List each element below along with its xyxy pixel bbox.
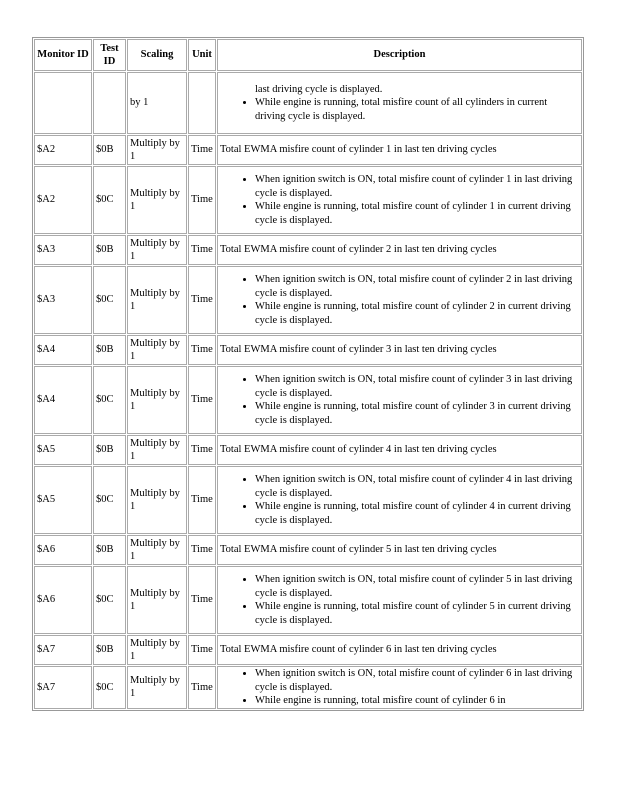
cell-monitor: $A6 <box>34 566 92 634</box>
table-row <box>34 235 582 265</box>
cell-unit: Time <box>188 666 216 709</box>
cell-scaling: Multiply by 1 <box>127 466 187 534</box>
cell-description <box>217 666 582 709</box>
bullet-item: • While engine is running, total misfire count of cylinder 2 in current driving cycle is displayed. <box>255 300 579 327</box>
cell-test: $0C <box>93 166 126 234</box>
bullet-item: • While engine is running, total misfire count of cylinder 3 in current driving cycle is displayed. <box>255 400 579 427</box>
cell-test: $0B <box>93 235 126 265</box>
cell-test: $0C <box>93 266 126 334</box>
cell-unit: Time <box>188 135 216 165</box>
cell-scaling: Multiply by 1 <box>127 235 187 265</box>
header-description: Description <box>217 39 582 71</box>
bullet-item: • When ignition switch is ON, total misfire count of cylinder 4 in last driving cycle is displayed. <box>255 473 579 500</box>
cell-monitor: $A3 <box>34 235 92 265</box>
monitor-test-table <box>32 37 584 711</box>
header-monitor-id: Monitor ID <box>34 39 92 71</box>
description-bullets <box>218 273 579 327</box>
cell-description <box>217 72 582 134</box>
cell-scaling: Multiply by 1 <box>127 166 187 234</box>
bullet-item: • When ignition switch is ON, total misfire count of cylinder 2 in last driving cycle is displayed. <box>255 273 579 300</box>
header-test-id: Test ID <box>93 39 126 71</box>
description-bullets <box>218 96 579 123</box>
cell-test: $0B <box>93 535 126 565</box>
bullet-item: • When ignition switch is ON, total misfire count of cylinder 6 in last driving cycle is displayed. <box>255 667 579 694</box>
cell-monitor: $A5 <box>34 466 92 534</box>
cell-monitor <box>34 72 92 134</box>
cell-unit: Time <box>188 266 216 334</box>
cell-description <box>217 266 582 334</box>
cell-description: Total EWMA misfire count of cylinder 5 in last ten driving cycles <box>217 535 582 565</box>
table-row <box>34 535 582 565</box>
continuation-row <box>34 72 582 134</box>
cell-description <box>217 166 582 234</box>
cell-test: $0C <box>93 466 126 534</box>
cell-description <box>217 366 582 434</box>
description-bullets <box>218 473 579 527</box>
cell-unit <box>188 72 216 134</box>
table-row <box>34 635 582 665</box>
cell-description: Total EWMA misfire count of cylinder 2 in last ten driving cycles <box>217 235 582 265</box>
cell-unit: Time <box>188 535 216 565</box>
cell-scaling: Multiply by 1 <box>127 366 187 434</box>
description-bullets <box>218 373 579 427</box>
cell-scaling: Multiply by 1 <box>127 635 187 665</box>
cell-scaling: by 1 <box>127 72 187 134</box>
cell-scaling: Multiply by 1 <box>127 435 187 465</box>
continued-text: last driving cycle is displayed. <box>255 83 383 95</box>
cell-monitor: $A7 <box>34 635 92 665</box>
cell-monitor: $A4 <box>34 335 92 365</box>
cell-monitor: $A7 <box>34 666 92 709</box>
table-row <box>34 135 582 165</box>
header-unit: Unit <box>188 39 216 71</box>
table-row <box>34 366 582 434</box>
bullet-item: • While engine is running, total misfire count of cylinder 5 in current driving cycle is displayed. <box>255 600 579 627</box>
cell-test: $0B <box>93 435 126 465</box>
cell-test: $0B <box>93 335 126 365</box>
table-row <box>34 466 582 534</box>
cell-unit: Time <box>188 435 216 465</box>
table-row <box>34 166 582 234</box>
table-row <box>34 666 582 709</box>
bullet-item: • When ignition switch is ON, total misfire count of cylinder 1 in last driving cycle is displayed. <box>255 173 579 200</box>
cell-scaling: Multiply by 1 <box>127 335 187 365</box>
table-header-row <box>34 39 582 71</box>
description-bullets <box>218 667 579 708</box>
cell-monitor: $A6 <box>34 535 92 565</box>
cell-scaling: Multiply by 1 <box>127 266 187 334</box>
cell-unit: Time <box>188 366 216 434</box>
cell-description: Total EWMA misfire count of cylinder 4 in last ten driving cycles <box>217 435 582 465</box>
cell-test: $0C <box>93 566 126 634</box>
bullet-item: • While engine is running, total misfire count of cylinder 4 in current driving cycle is displayed. <box>255 500 579 527</box>
bullet-item: • While engine is running, total misfire count of all cylinders in current driving cycle is displayed. <box>255 96 579 123</box>
cell-monitor: $A2 <box>34 166 92 234</box>
cell-test: $0B <box>93 135 126 165</box>
bullet-item: • When ignition switch is ON, total misfire count of cylinder 3 in last driving cycle is displayed. <box>255 373 579 400</box>
bullet-item: • While engine is running, total misfire count of cylinder 1 in current driving cycle is displayed. <box>255 200 579 227</box>
cell-description: Total EWMA misfire count of cylinder 3 in last ten driving cycles <box>217 335 582 365</box>
bullet-item: • While engine is running, total misfire count of cylinder 6 in <box>255 694 579 708</box>
cell-description <box>217 566 582 634</box>
description-bullets <box>218 173 579 227</box>
cell-unit: Time <box>188 466 216 534</box>
table-row <box>34 566 582 634</box>
cell-unit: Time <box>188 235 216 265</box>
cell-description: Total EWMA misfire count of cylinder 1 in last ten driving cycles <box>217 135 582 165</box>
cell-description: Total EWMA misfire count of cylinder 6 in last ten driving cycles <box>217 635 582 665</box>
cell-monitor: $A2 <box>34 135 92 165</box>
cell-monitor: $A5 <box>34 435 92 465</box>
header-scaling: Scaling <box>127 39 187 71</box>
cell-scaling: Multiply by 1 <box>127 566 187 634</box>
cell-description <box>217 466 582 534</box>
cell-test <box>93 72 126 134</box>
description-bullets <box>218 573 579 627</box>
cell-test: $0B <box>93 635 126 665</box>
cell-test: $0C <box>93 666 126 709</box>
table-row <box>34 435 582 465</box>
cell-test: $0C <box>93 366 126 434</box>
cell-monitor: $A3 <box>34 266 92 334</box>
cell-unit: Time <box>188 335 216 365</box>
bullet-item: • When ignition switch is ON, total misfire count of cylinder 5 in last driving cycle is displayed. <box>255 573 579 600</box>
cell-monitor: $A4 <box>34 366 92 434</box>
cell-unit: Time <box>188 635 216 665</box>
table-row <box>34 335 582 365</box>
cell-scaling: Multiply by 1 <box>127 135 187 165</box>
cell-scaling: Multiply by 1 <box>127 535 187 565</box>
cell-unit: Time <box>188 166 216 234</box>
cell-unit: Time <box>188 566 216 634</box>
table-row <box>34 266 582 334</box>
cell-scaling: Multiply by 1 <box>127 666 187 709</box>
